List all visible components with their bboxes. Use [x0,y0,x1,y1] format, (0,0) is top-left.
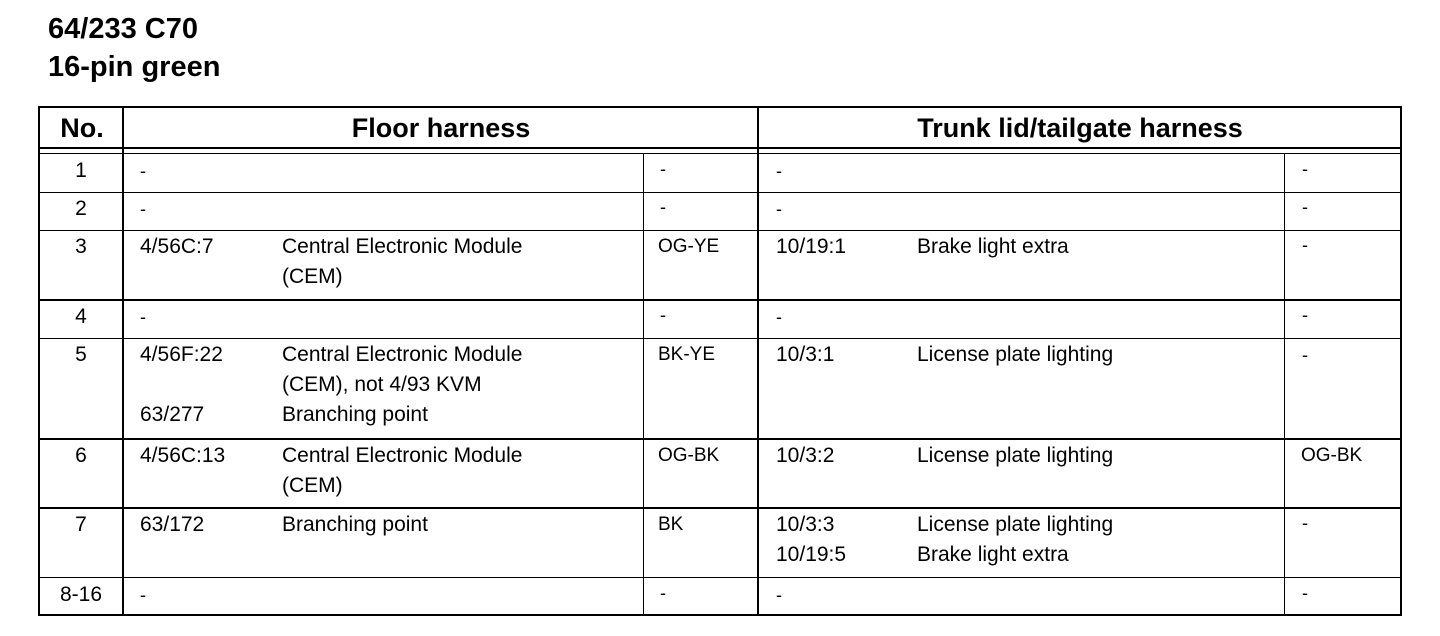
pin-number: 7 [75,513,87,536]
floor-wire-color: BK-YE [658,344,716,365]
pin-number: 5 [75,343,87,366]
floor-wire-color: OG-YE [658,236,720,257]
trunk-connector: 10/3:3 10/19:5 [776,513,847,566]
row-rule [40,299,1400,301]
trunk-wire-color: - [1302,305,1308,325]
row-rule [40,438,1400,440]
trunk-connector: 10/3:2 [776,444,835,467]
row-rule [40,338,1400,339]
pin-number: 2 [75,197,87,220]
floor-component: Branching point [282,513,428,536]
floor-connector: 4/56C:7 [140,235,214,258]
trunk-wire-color: - [1302,513,1308,533]
row-rule [40,192,1400,193]
trunk-connector: - [776,199,782,219]
pin-number: 3 [75,235,87,258]
trunk-connector: - [776,161,782,181]
row-rule [40,507,1400,509]
pin-number: 6 [75,444,87,467]
connector-title: 64/233 C70 [48,13,198,45]
row-rule [40,230,1400,231]
trunk-wire-color: - [1302,235,1308,255]
floor-connector: 63/172 [140,513,205,536]
trunk-wire-color: - [1302,345,1308,365]
floor-connector: 4/56F:22 63/277 [140,343,223,426]
trunk-wire-color: OG-BK [1301,445,1363,466]
pin-number: 1 [75,159,87,182]
trunk-wire-color: - [1302,197,1308,217]
trunk-connector: - [776,585,782,605]
floor-connector: - [140,585,146,605]
pin-number: 4 [75,305,87,328]
floor-component: Central Electronic Module (CEM) [282,235,523,288]
divider-harness [757,108,759,614]
floor-wire-color: BK [658,514,684,535]
floor-connector: - [140,199,146,219]
divider-floor-color [643,154,644,614]
floor-connector: 4/56C:13 [140,444,226,467]
header-no: No. [60,113,104,143]
trunk-wire-color: - [1302,583,1308,603]
pinout-table [38,106,1402,616]
header-rule [40,147,1400,149]
floor-component: Central Electronic Module (CEM) [282,444,523,497]
trunk-component: License plate lighting [917,444,1114,467]
header-floor-harness: Floor harness [351,113,531,143]
floor-wire-color: - [660,197,666,217]
trunk-component: Brake light extra [917,235,1069,258]
floor-wire-color: - [660,159,666,179]
trunk-connector: 10/3:1 [776,343,835,366]
floor-wire-color: - [660,583,666,603]
divider-no [122,108,124,614]
header-rule-2 [40,153,1400,154]
trunk-component: License plate lighting Brake light extra [917,513,1114,566]
floor-connector: - [140,161,146,181]
trunk-connector: - [776,307,782,327]
divider-trunk-color [1284,154,1285,614]
row-rule [40,577,1400,578]
floor-connector: - [140,307,146,327]
floor-component: Central Electronic Module (CEM), not 4/93 KVM Branching point [282,343,523,426]
floor-wire-color: - [660,305,666,325]
trunk-connector: 10/19:1 [776,235,847,258]
pin-number: 8-16 [59,583,103,606]
trunk-wire-color: - [1302,159,1308,179]
header-trunk-harness: Trunk lid/tailgate harness [917,113,1243,143]
floor-wire-color: OG-BK [658,445,720,466]
trunk-component: License plate lighting [917,343,1114,366]
connector-subtitle: 16-pin green [48,51,221,83]
